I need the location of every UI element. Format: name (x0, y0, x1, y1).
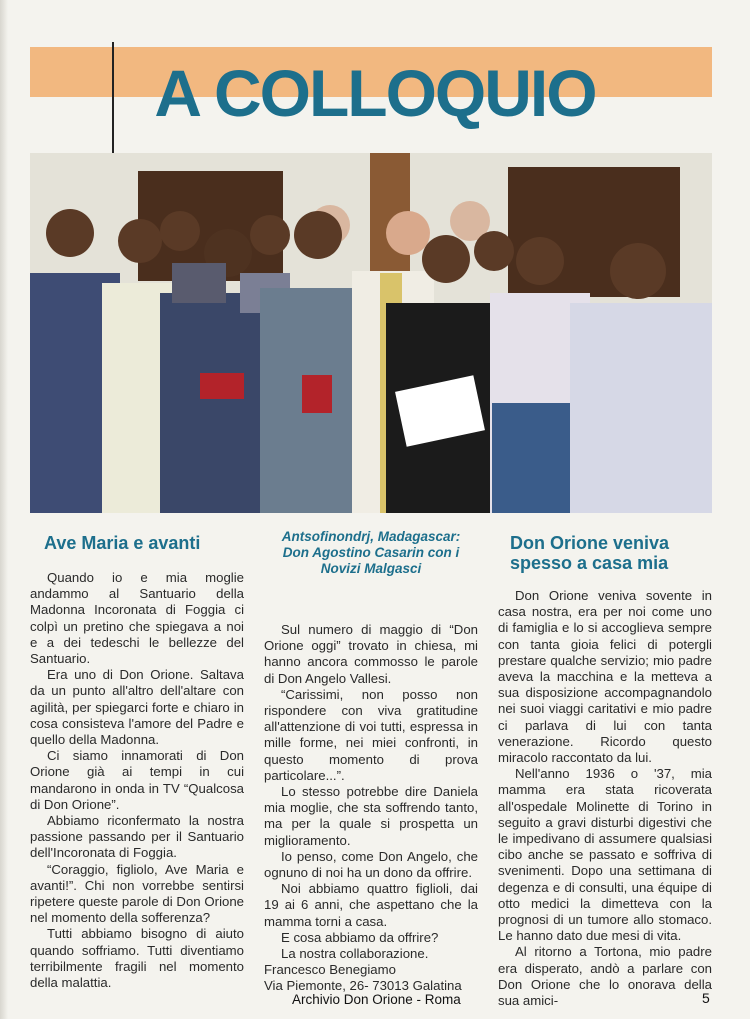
page-edge (0, 0, 8, 1019)
paragraph: Ci siamo innamorati di Don Orione già ai tempi in cui mandarono in onda in TV “Qualcosa di Don Orione”. (30, 748, 244, 812)
column-middle (264, 622, 478, 995)
caption-line: Don Agostino Casarin con i (282, 545, 460, 560)
paragraph: Era uno di Don Orione. Saltava da un punto all'altro dell'altare con agilità, per spiegarci forte e chiaro in cosa consisteva l'amore del Padre e quello della Madonna. (30, 667, 244, 748)
paragraph: Al ritorno a Tortona, mio padre era disperato, andò a parlare con Don Orione che lo onorava della sua amici- (498, 944, 712, 1009)
paragraph: “Carissimi, non posso non rispondere con viva gratitudine all'attenzione di voi tutti, espressa in mille forme, nei miei confronti, in questo momento di prova particolare...”. (264, 686, 478, 783)
archive-stamp: Archivio Don Orione - Roma (292, 992, 461, 1007)
paragraph: Sul numero di maggio di “Don Orione oggi” trovato in chiesa, mi hanno ancora commosso le parole di Don Angelo Vallesi. (264, 622, 478, 686)
masthead-title: A COLLOQUIO (154, 56, 596, 130)
paragraph: Abbiamo riconfermato la nostra passione passando per il Santuario dell'Incoronata di Foggia. (30, 813, 244, 861)
paragraph: Tutti abbiamo bisogno di aiuto quando soffriamo. Tutti diventiamo terribilmente fragili nel momento della malattia. (30, 926, 244, 991)
paragraph: Io penso, come Don Angelo, che ognuno di noi ha un dono da offrire. (264, 848, 478, 881)
paragraph: “Coraggio, figliolo, Ave Maria e avanti!”. Chi non vorrebbe sentirsi ripetere queste parole di Don Orione nel momento della sofferenza? (30, 861, 244, 926)
paragraph: E cosa abbiamo da offrire? (281, 929, 439, 945)
heading-don-orione: Don Orione veniva spesso a casa mia (510, 533, 670, 573)
paragraph: Nell'anno 1936 o '37, mia mamma era stata ricoverata all'ospedale Molinette di Torino in seguito a gravi disturbi digestivi che le impedivano di assumere qualsiasi cibo anche se passato e soffriva di svenimenti. Dopo una settimana di degenza e di consulti, una équipe di otto medici la dimetteva con la prognosi di un tumore allo stomaco. Le hanno dato due mesi di vita. (498, 766, 712, 944)
signature-address: Via Piemonte, 26- 73013 Galatina (264, 978, 462, 994)
photo-caption (264, 529, 478, 577)
column-right (498, 588, 712, 1009)
paragraph: Noi abbiamo quattro figlioli, dai 19 ai 6 anni, che aspettano che la mamma torni a casa. (264, 881, 478, 929)
signature-name: Francesco Benegiamo (264, 962, 396, 978)
paragraph: Lo stesso potrebbe dire Daniela mia moglie, che sta soffrendo tanto, ma per la quale si prospetta un miglioramento. (264, 784, 478, 848)
caption-line: Novizi Malgasci (320, 561, 422, 576)
paragraph: Don Orione veniva sovente in casa nostra, era per noi come uno di famiglia e lo si accoglieva sempre con tanta gioia felici di potergli prestare qualche servizio; mio padre aveva la macchina e la metteva a sua disposizione accompagnandolo nei suoi viaggi caritativi e mio padre ci parlava di lui con tanta venerazione. Ricordo questo miracolo raccontato da lui. (498, 588, 712, 766)
heading-ave-maria: Ave Maria e avanti (44, 533, 201, 553)
group-photo-illustration (30, 153, 712, 513)
page-number: 5 (702, 990, 710, 1006)
caption-line: Antsofinondrj, Madagascar: (281, 529, 461, 544)
paragraph: La nostra collaborazione. (281, 946, 429, 962)
group-photo (30, 153, 712, 513)
column-left (30, 570, 244, 991)
paragraph: Quando io e mia moglie andammo al Santuario della Madonna Incoronata di Foggia ci colpì un pretino che spiegava a noi e a dei tedeschi le bellezze del Santuario. (30, 570, 244, 667)
